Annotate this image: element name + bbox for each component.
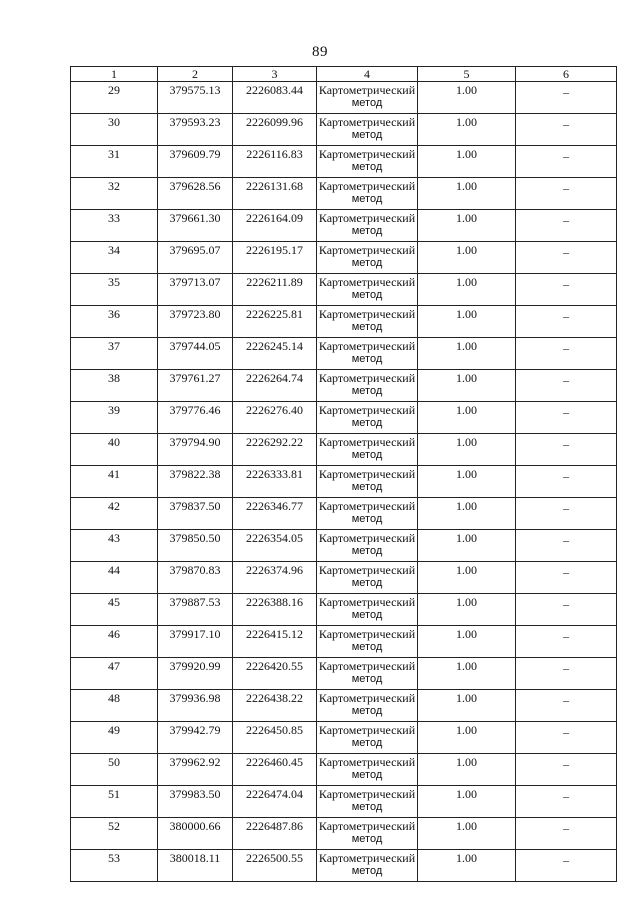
method-line-1: Картометрический [318,83,416,97]
note-cell [516,338,617,370]
x-coordinate-cell: 379609.79 [158,146,233,178]
method-line-2: метод [351,865,383,877]
method-cell [317,754,418,786]
dash-mark: – [563,309,569,323]
point-number-cell: 37 [71,338,158,370]
method-line-2: метод [351,257,383,269]
dash-mark: – [563,789,569,803]
table-header-row [71,67,617,82]
y-coordinate-cell: 2226460.45 [233,754,317,786]
table-row [71,658,617,690]
method-cell [317,658,418,690]
dash-mark: – [563,181,569,195]
method-line-1: Картометрический [318,467,416,481]
x-coordinate-cell: 379936.98 [158,690,233,722]
method-line-2: метод [351,129,383,141]
method-cell [317,818,418,850]
table-row [71,786,617,818]
note-cell [516,402,617,434]
accuracy-cell: 1.00 [418,466,516,498]
method-line-1: Картометрический [318,723,416,737]
y-coordinate-cell: 2226116.83 [233,146,317,178]
note-cell [516,498,617,530]
y-coordinate-cell: 2226276.40 [233,402,317,434]
method-line-1: Картометрический [318,627,416,641]
point-number-cell: 34 [71,242,158,274]
note-cell [516,210,617,242]
method-line-1: Картометрический [318,499,416,513]
method-line-1: Картометрический [318,435,416,449]
method-line-1: Картометрический [318,371,416,385]
x-coordinate-cell: 379776.46 [158,402,233,434]
method-line-2: метод [351,481,383,493]
method-line-1: Картометрический [318,691,416,705]
accuracy-cell: 1.00 [418,722,516,754]
method-cell [317,690,418,722]
dash-mark: – [563,533,569,547]
y-coordinate-cell: 2226415.12 [233,626,317,658]
method-line-2: метод [351,353,383,365]
method-line-2: метод [351,97,383,109]
method-cell [317,562,418,594]
y-coordinate-cell: 2226333.81 [233,466,317,498]
y-coordinate-cell: 2226211.89 [233,274,317,306]
point-number-cell: 39 [71,402,158,434]
y-coordinate-cell: 2226487.86 [233,818,317,850]
dash-mark: – [563,757,569,771]
note-cell [516,434,617,466]
point-number-cell: 38 [71,370,158,402]
point-number-cell: 47 [71,658,158,690]
dash-mark: – [563,85,569,99]
method-line-1: Картометрический [318,339,416,353]
accuracy-cell: 1.00 [418,818,516,850]
dash-mark: – [563,405,569,419]
column-header-4: 4 [317,67,418,82]
x-coordinate-cell: 379794.90 [158,434,233,466]
method-cell [317,498,418,530]
point-number-cell: 46 [71,626,158,658]
method-line-2: метод [351,545,383,557]
x-coordinate-cell: 379917.10 [158,626,233,658]
point-number-cell: 41 [71,466,158,498]
note-cell [516,818,617,850]
note-cell [516,114,617,146]
table-row [71,306,617,338]
y-coordinate-cell: 2226083.44 [233,82,317,114]
table-row [71,754,617,786]
accuracy-cell: 1.00 [418,658,516,690]
y-coordinate-cell: 2226195.17 [233,242,317,274]
accuracy-cell: 1.00 [418,690,516,722]
point-number-cell: 53 [71,850,158,882]
method-line-2: метод [351,705,383,717]
accuracy-cell: 1.00 [418,626,516,658]
table-row [71,530,617,562]
table-row [71,722,617,754]
x-coordinate-cell: 379822.38 [158,466,233,498]
method-cell [317,850,418,882]
y-coordinate-cell: 2226225.81 [233,306,317,338]
method-line-2: метод [351,289,383,301]
method-cell [317,402,418,434]
column-header-1: 1 [71,67,158,82]
method-line-2: метод [351,385,383,397]
dash-mark: – [563,629,569,643]
column-header-5: 5 [418,67,516,82]
point-number-cell: 29 [71,82,158,114]
method-line-1: Картометрический [318,179,416,193]
note-cell [516,658,617,690]
method-cell [317,786,418,818]
x-coordinate-cell: 379628.56 [158,178,233,210]
y-coordinate-cell: 2226245.14 [233,338,317,370]
accuracy-cell: 1.00 [418,434,516,466]
accuracy-cell: 1.00 [418,146,516,178]
method-line-2: метод [351,801,383,813]
note-cell [516,722,617,754]
method-cell [317,242,418,274]
dash-mark: – [563,725,569,739]
dash-mark: – [563,245,569,259]
dash-mark: – [563,693,569,707]
dash-mark: – [563,149,569,163]
y-coordinate-cell: 2226438.22 [233,690,317,722]
accuracy-cell: 1.00 [418,594,516,626]
method-line-2: метод [351,193,383,205]
method-line-1: Картометрический [318,147,416,161]
method-cell [317,146,418,178]
y-coordinate-cell: 2226354.05 [233,530,317,562]
method-cell [317,338,418,370]
accuracy-cell: 1.00 [418,498,516,530]
method-line-1: Картометрический [318,115,416,129]
method-line-2: метод [351,321,383,333]
x-coordinate-cell: 379983.50 [158,786,233,818]
note-cell [516,594,617,626]
method-line-1: Картометрический [318,659,416,673]
method-cell [317,530,418,562]
point-number-cell: 40 [71,434,158,466]
table-row [71,690,617,722]
note-cell [516,562,617,594]
accuracy-cell: 1.00 [418,82,516,114]
accuracy-cell: 1.00 [418,850,516,882]
column-header-2: 2 [158,67,233,82]
note-cell [516,786,617,818]
accuracy-cell: 1.00 [418,178,516,210]
accuracy-cell: 1.00 [418,402,516,434]
y-coordinate-cell: 2226264.74 [233,370,317,402]
method-cell [317,626,418,658]
x-coordinate-cell: 380000.66 [158,818,233,850]
accuracy-cell: 1.00 [418,530,516,562]
dash-mark: – [563,373,569,387]
x-coordinate-cell: 379870.83 [158,562,233,594]
table-row [71,274,617,306]
method-line-2: метод [351,737,383,749]
coordinates-table [70,66,617,882]
method-cell [317,370,418,402]
method-line-2: метод [351,833,383,845]
dash-mark: – [563,565,569,579]
table-row [71,594,617,626]
point-number-cell: 49 [71,722,158,754]
table-row [71,146,617,178]
note-cell [516,754,617,786]
table-row [71,82,617,114]
method-cell [317,594,418,626]
method-cell [317,274,418,306]
accuracy-cell: 1.00 [418,274,516,306]
y-coordinate-cell: 2226420.55 [233,658,317,690]
point-number-cell: 43 [71,530,158,562]
note-cell [516,146,617,178]
note-cell [516,626,617,658]
method-line-2: метод [351,449,383,461]
note-cell [516,242,617,274]
note-cell [516,274,617,306]
point-number-cell: 50 [71,754,158,786]
dash-mark: – [563,661,569,675]
table-body [71,82,617,882]
x-coordinate-cell: 379761.27 [158,370,233,402]
table-row [71,626,617,658]
method-line-2: метод [351,513,383,525]
method-cell [317,722,418,754]
method-line-1: Картометрический [318,595,416,609]
table-row [71,210,617,242]
method-line-1: Картометрический [318,243,416,257]
method-cell [317,466,418,498]
x-coordinate-cell: 379695.07 [158,242,233,274]
y-coordinate-cell: 2226099.96 [233,114,317,146]
method-line-2: метод [351,577,383,589]
accuracy-cell: 1.00 [418,242,516,274]
note-cell [516,178,617,210]
point-number-cell: 45 [71,594,158,626]
dash-mark: – [563,437,569,451]
point-number-cell: 30 [71,114,158,146]
table-row [71,466,617,498]
dash-mark: – [563,277,569,291]
accuracy-cell: 1.00 [418,210,516,242]
method-cell [317,82,418,114]
y-coordinate-cell: 2226450.85 [233,722,317,754]
accuracy-cell: 1.00 [418,786,516,818]
x-coordinate-cell: 379850.50 [158,530,233,562]
point-number-cell: 36 [71,306,158,338]
point-number-cell: 51 [71,786,158,818]
method-line-2: метод [351,161,383,173]
dash-mark: – [563,501,569,515]
note-cell [516,690,617,722]
table-row [71,850,617,882]
y-coordinate-cell: 2226292.22 [233,434,317,466]
method-line-2: метод [351,417,383,429]
column-header-3: 3 [233,67,317,82]
method-line-1: Картометрический [318,851,416,865]
table-row [71,242,617,274]
method-line-1: Картометрический [318,563,416,577]
method-line-2: метод [351,641,383,653]
method-cell [317,306,418,338]
table-row [71,434,617,466]
method-line-2: метод [351,673,383,685]
method-cell [317,434,418,466]
point-number-cell: 42 [71,498,158,530]
method-line-1: Картометрический [318,307,416,321]
x-coordinate-cell: 379887.53 [158,594,233,626]
dash-mark: – [563,469,569,483]
method-line-1: Картометрический [318,531,416,545]
accuracy-cell: 1.00 [418,114,516,146]
x-coordinate-cell: 379593.23 [158,114,233,146]
method-line-2: метод [351,769,383,781]
table-row [71,402,617,434]
method-line-1: Картометрический [318,819,416,833]
method-line-1: Картометрический [318,211,416,225]
point-number-cell: 48 [71,690,158,722]
method-line-2: метод [351,609,383,621]
note-cell [516,466,617,498]
accuracy-cell: 1.00 [418,754,516,786]
table-row [71,498,617,530]
method-line-1: Картометрический [318,403,416,417]
point-number-cell: 52 [71,818,158,850]
y-coordinate-cell: 2226131.68 [233,178,317,210]
y-coordinate-cell: 2226388.16 [233,594,317,626]
dash-mark: – [563,597,569,611]
y-coordinate-cell: 2226346.77 [233,498,317,530]
dash-mark: – [563,213,569,227]
table-row [71,178,617,210]
dash-mark: – [563,341,569,355]
x-coordinate-cell: 379744.05 [158,338,233,370]
page-number: 89 [312,44,328,60]
point-number-cell: 31 [71,146,158,178]
x-coordinate-cell: 379713.07 [158,274,233,306]
note-cell [516,850,617,882]
accuracy-cell: 1.00 [418,370,516,402]
method-cell [317,178,418,210]
point-number-cell: 44 [71,562,158,594]
accuracy-cell: 1.00 [418,338,516,370]
note-cell [516,530,617,562]
y-coordinate-cell: 2226474.04 [233,786,317,818]
method-line-1: Картометрический [318,787,416,801]
x-coordinate-cell: 379942.79 [158,722,233,754]
method-line-2: метод [351,225,383,237]
y-coordinate-cell: 2226500.55 [233,850,317,882]
x-coordinate-cell: 379723.80 [158,306,233,338]
x-coordinate-cell: 379920.99 [158,658,233,690]
accuracy-cell: 1.00 [418,562,516,594]
note-cell [516,82,617,114]
x-coordinate-cell: 380018.11 [158,850,233,882]
dash-mark: – [563,821,569,835]
x-coordinate-cell: 379962.92 [158,754,233,786]
method-cell [317,114,418,146]
table-row [71,114,617,146]
column-header-6: 6 [516,67,617,82]
point-number-cell: 35 [71,274,158,306]
point-number-cell: 33 [71,210,158,242]
y-coordinate-cell: 2226374.96 [233,562,317,594]
table-row [71,562,617,594]
point-number-cell: 32 [71,178,158,210]
method-cell [317,210,418,242]
dash-mark: – [563,117,569,131]
accuracy-cell: 1.00 [418,306,516,338]
table-row [71,338,617,370]
y-coordinate-cell: 2226164.09 [233,210,317,242]
x-coordinate-cell: 379575.13 [158,82,233,114]
x-coordinate-cell: 379837.50 [158,498,233,530]
table-row [71,370,617,402]
dash-mark: – [563,853,569,867]
x-coordinate-cell: 379661.30 [158,210,233,242]
method-line-1: Картометрический [318,755,416,769]
table-row [71,818,617,850]
method-line-1: Картометрический [318,275,416,289]
note-cell [516,306,617,338]
note-cell [516,370,617,402]
